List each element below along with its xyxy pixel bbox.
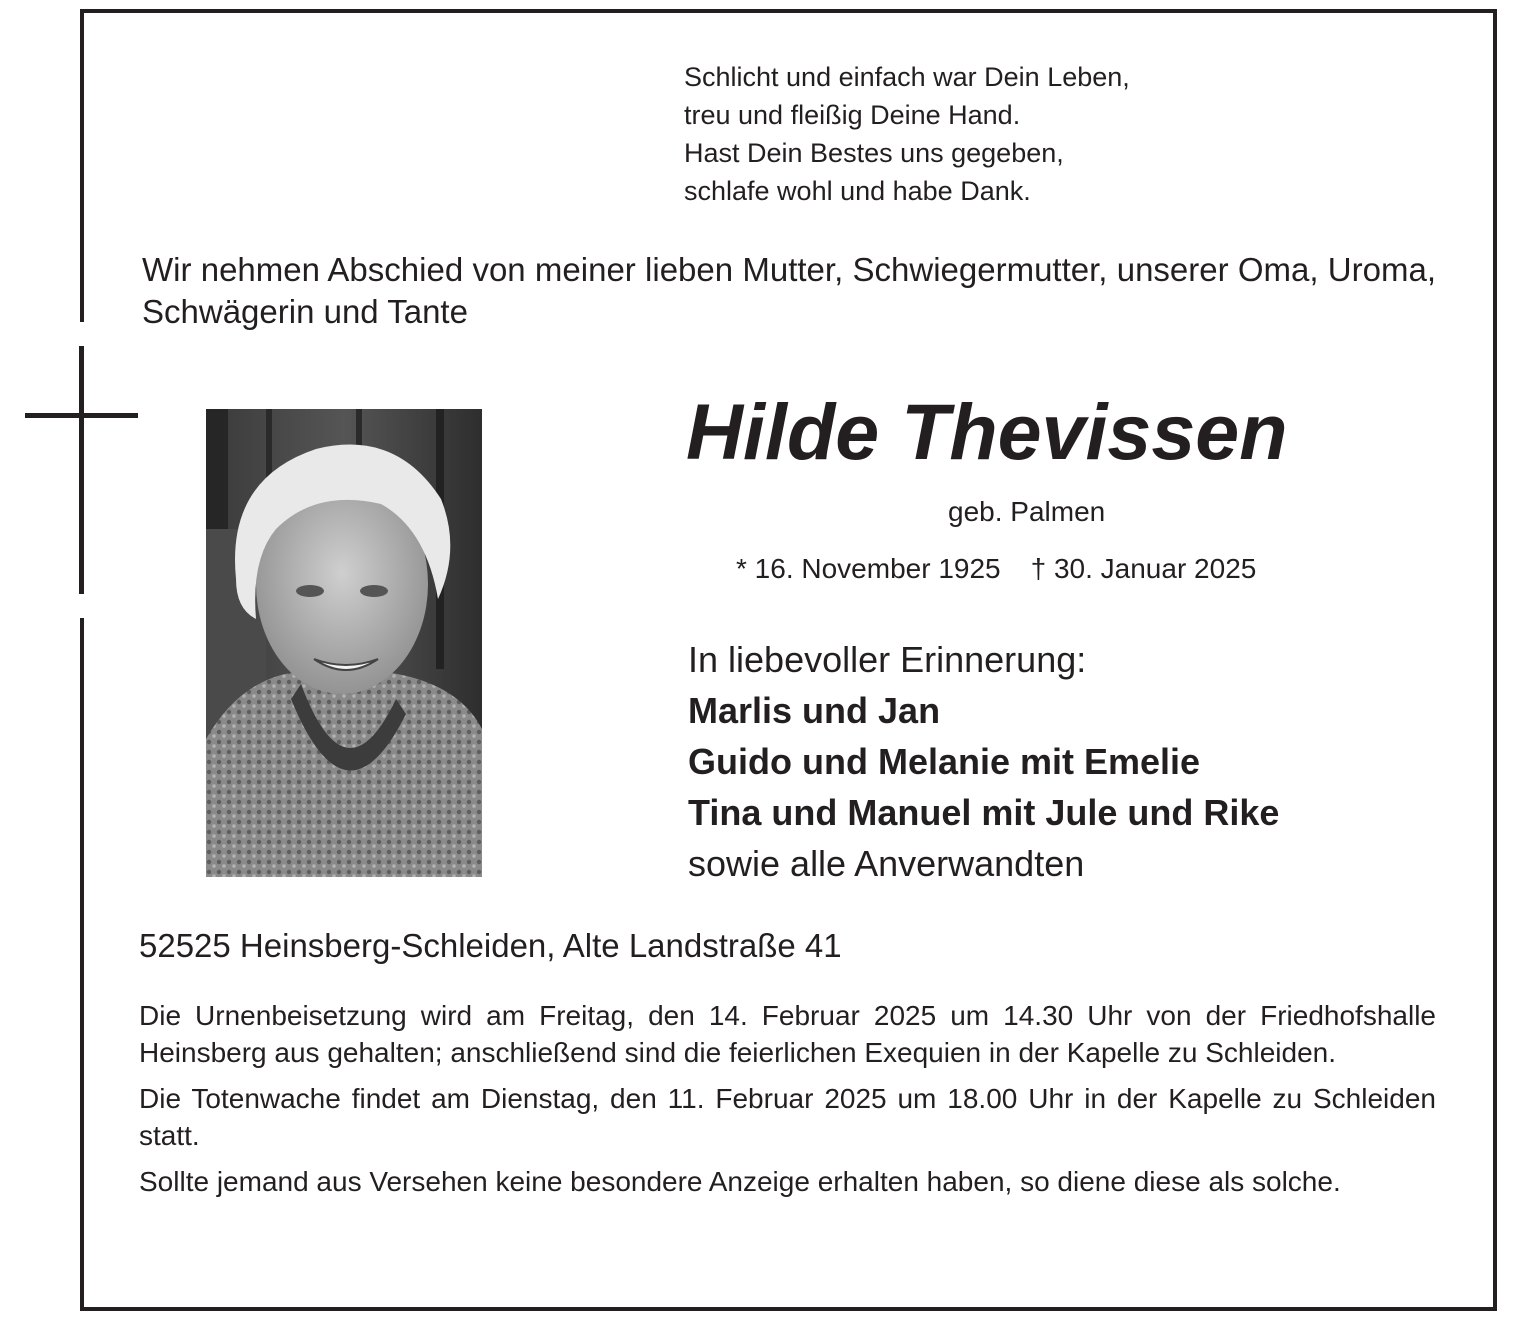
mourning-address: 52525 Heinsberg-Schleiden, Alte Landstraße 41 xyxy=(139,927,842,964)
funeral-notices xyxy=(139,997,1436,1209)
death-date: † 30. Januar 2025 xyxy=(1030,553,1257,584)
deceased-name: Hilde Thevissen xyxy=(686,387,1288,476)
mourner-name: Guido und Melanie mit Emelie xyxy=(688,741,1201,782)
mourners-heading: In liebevoller Erinnerung: xyxy=(688,639,1087,680)
notice-paragraph: Die Urnenbeisetzung wird am Freitag, den 14. Februar 2025 um 14.30 Uhr von der Friedhofshalle Heinsberg aus gehalten; anschließend sind die feierlichen Exequien in der Kapelle zu Schleiden. xyxy=(139,1000,1436,1068)
maiden-name: geb. Palmen xyxy=(948,496,1106,527)
life-dates xyxy=(736,550,1256,588)
cross-horizontal-bar xyxy=(25,413,138,418)
notice-paragraph: Die Totenwache findet am Dienstag, den 11. Februar 2025 um 18.00 Uhr in der Kapelle zu Schleiden statt. xyxy=(139,1083,1436,1151)
poem-line: treu und fleißig Deine Hand. xyxy=(684,100,1021,130)
portrait-photo xyxy=(206,409,482,877)
birth-date: * 16. November 1925 xyxy=(736,553,1001,584)
poem-line: schlafe wohl und habe Dank. xyxy=(684,176,1031,206)
cross-vertical-bar xyxy=(79,346,84,594)
notice-paragraph: Sollte jemand aus Versehen keine besondere Anzeige erhalten haben, so diene diese als solche. xyxy=(139,1166,1341,1197)
mourners-block xyxy=(688,634,1279,889)
poem xyxy=(684,58,1130,210)
mourner-name: Tina und Manuel mit Jule und Rike xyxy=(688,792,1280,833)
mourner-name: Marlis und Jan xyxy=(688,690,941,731)
farewell-intro: Wir nehmen Abschied von meiner lieben Mutter, Schwiegermutter, unserer Oma, Uroma, Schwägerin und Tante xyxy=(142,251,1436,330)
poem-line: Hast Dein Bestes uns gegeben, xyxy=(684,138,1064,168)
poem-line: Schlicht und einfach war Dein Leben, xyxy=(684,62,1130,92)
mourners-closing: sowie alle Anverwandten xyxy=(688,843,1085,884)
